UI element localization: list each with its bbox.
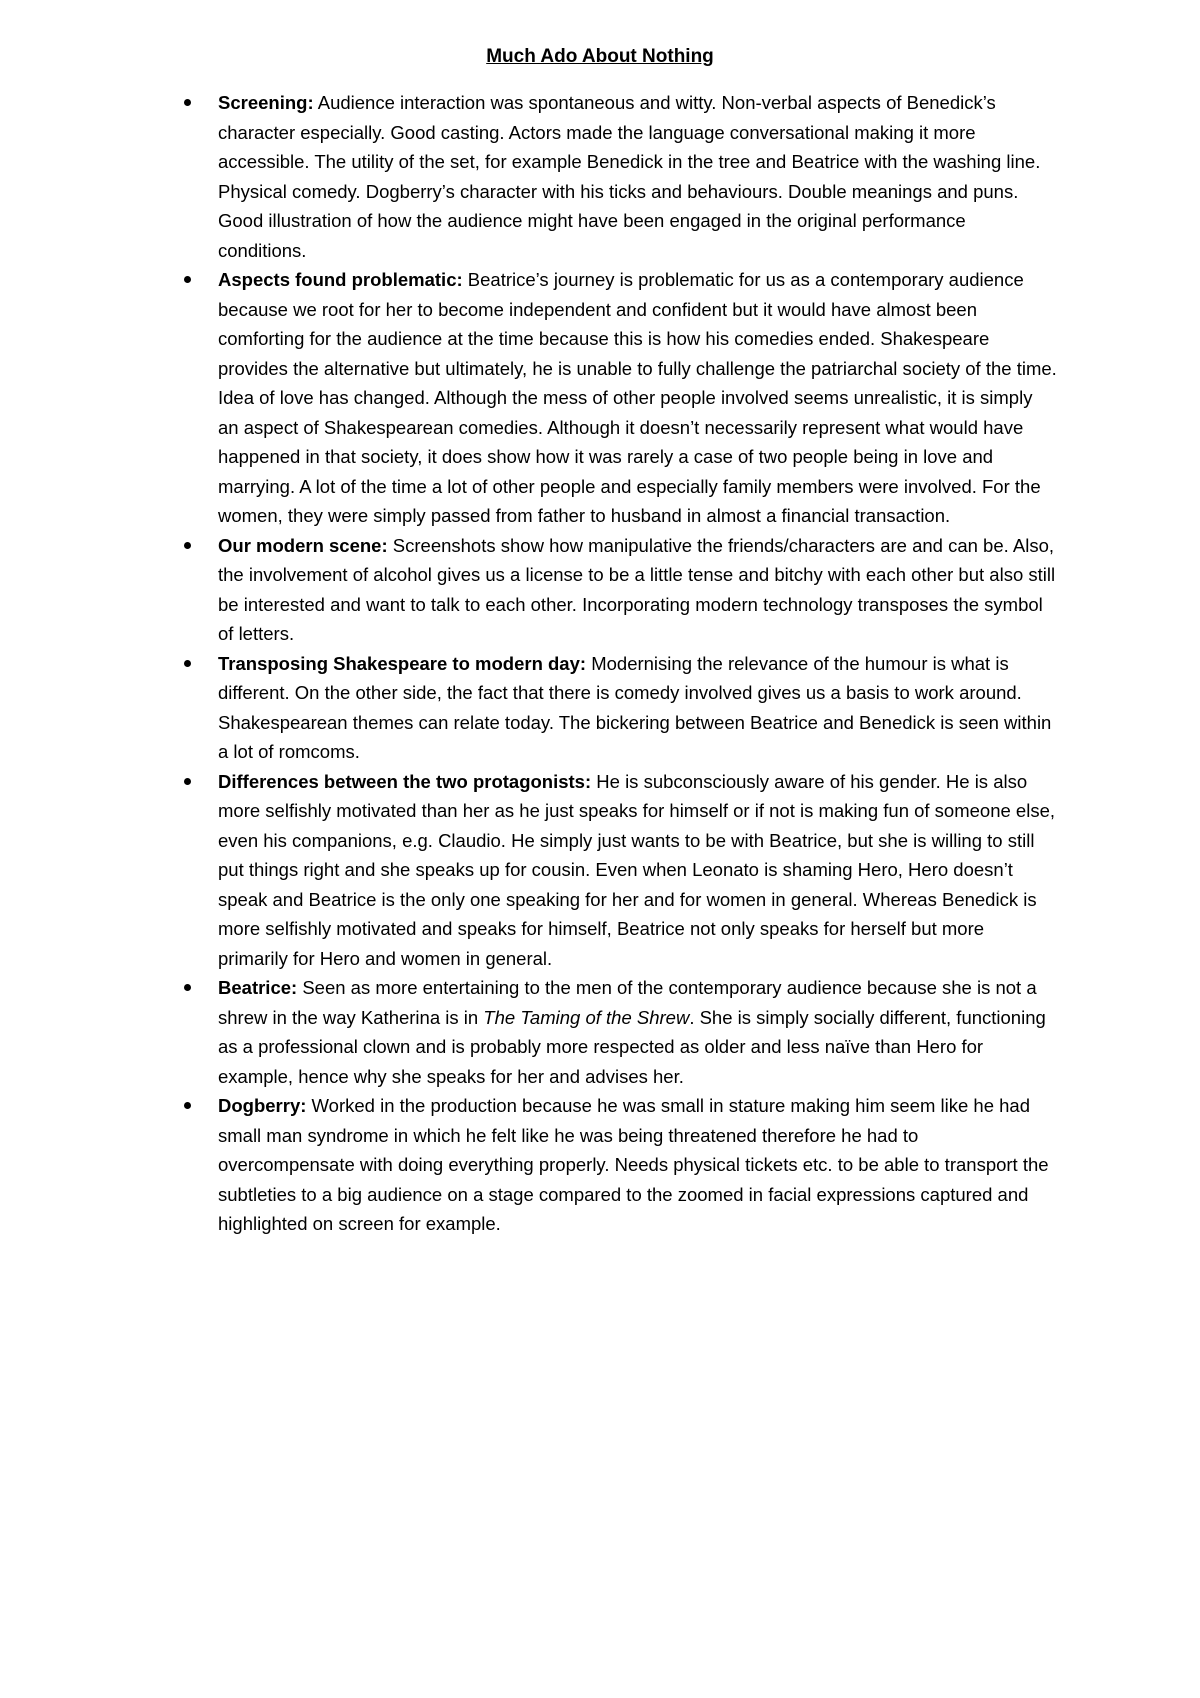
- item-text: Worked in the production because he was small in stature making him seem like he had small man syndrome in which he felt like he was being threatened therefore he had to overcompensate with doing everything properly. Needs physical tickets etc. to be able to transport the subtleties to a big audience on a stage compared to the zoomed in facial expressions captured and highlighted on screen for example.: [218, 1095, 1049, 1234]
- item-heading: Transposing Shakespeare to modern day:: [218, 652, 587, 674]
- bullet-icon: [184, 1102, 191, 1109]
- list-item: [218, 649, 1058, 767]
- list-item: [218, 767, 1058, 974]
- bullet-icon: [184, 778, 191, 785]
- document-title: Much Ado About Nothing: [486, 46, 714, 67]
- bullet-icon: [184, 276, 191, 283]
- bullet-icon: [184, 660, 191, 667]
- bullet-icon: [184, 984, 191, 991]
- item-heading: Differences between the two protagonists:: [218, 770, 592, 792]
- item-text-continued: . She is simply socially different, functioning as a professional clown and is probably more respected as older and less naïve than Hero for example, hence why she speaks for her and advises her.: [218, 1006, 1046, 1087]
- item-text: Audience interaction was spontaneous and witty. Non-verbal aspects of Benedick’s character especially. Good casting. Actors made the language conversational making it more accessible. The utility of the set, for example Benedick in the tree and Beatrice with the washing line. Physical comedy. Dogberry’s character with his ticks and behaviours. Double meanings and puns. Good illustration of how the audience might have been engaged in the original performance conditions.: [218, 92, 1041, 261]
- item-heading: Our modern scene:: [218, 534, 388, 556]
- item-text: Beatrice’s journey is problematic for us as a contemporary audience because we root for her to become independent and confident but it would have almost been comforting for the audience at the time because this is how his comedies ended. Shakespeare provides the alternative but ultimately, he is unable to fully challenge the patriarchal society of the time. Idea of love has changed. Although the mess of other people involved seems unrealistic, it is simply an aspect of Shakespearean comedies. Although it doesn’t necessarily represent what would have happened in that society, it does show how it was rarely a case of two people being in love and marrying. A lot of the time a lot of other people and especially family members were involved. For the women, they were simply passed from father to husband in almost a financial transaction.: [218, 269, 1057, 526]
- list-item: [218, 973, 1058, 1091]
- item-heading: Dogberry:: [218, 1095, 307, 1116]
- list-item: [218, 531, 1058, 649]
- item-heading: Aspects found problematic:: [218, 269, 463, 290]
- bullet-icon: [184, 542, 191, 549]
- play-title-italic: The Taming of the Shrew: [483, 1006, 690, 1028]
- list-item: [218, 1091, 1058, 1239]
- item-heading: Screening:: [218, 92, 314, 113]
- item-heading: Beatrice:: [218, 977, 298, 998]
- item-text: He is subconsciously aware of his gender. He is also more selfishly motivated than her as he just speaks for himself or if not is making fun of someone else, even his companions, e.g. Claudio. He simply just wants to be with Beatrice, but she is willing to still put things right and she speaks up for cousin. Even when Leonato is shaming Hero, Hero doesn’t speak and Beatrice is the only one speaking for her and for women in general. Whereas Benedick is more selfishly motivated and speaks for himself, Beatrice not only speaks for herself but more primarily for Hero and women in general.: [218, 770, 1056, 969]
- item-text: Seen as more entertaining to the men of the contemporary audience because she is not a shrew in the way Katherina is in: [218, 977, 1037, 1028]
- list-item: [218, 265, 1058, 531]
- item-text: Modernising the relevance of the humour is what is different. On the other side, the fact that there is comedy involved gives us a basis to work around. Shakespearean themes can relate today. The bickering between Beatrice and Benedick is seen within a lot of romcoms.: [218, 652, 1052, 762]
- list-item: [218, 88, 1058, 265]
- item-text: Screenshots show how manipulative the friends/characters are and can be. Also, the involvement of alcohol gives us a license to be a little tense and bitchy with each other but also still be interested and want to talk to each other. Incorporating modern technology transposes the symbol of letters.: [218, 534, 1056, 644]
- bullet-icon: [184, 99, 191, 106]
- notes-list: [218, 88, 1058, 1239]
